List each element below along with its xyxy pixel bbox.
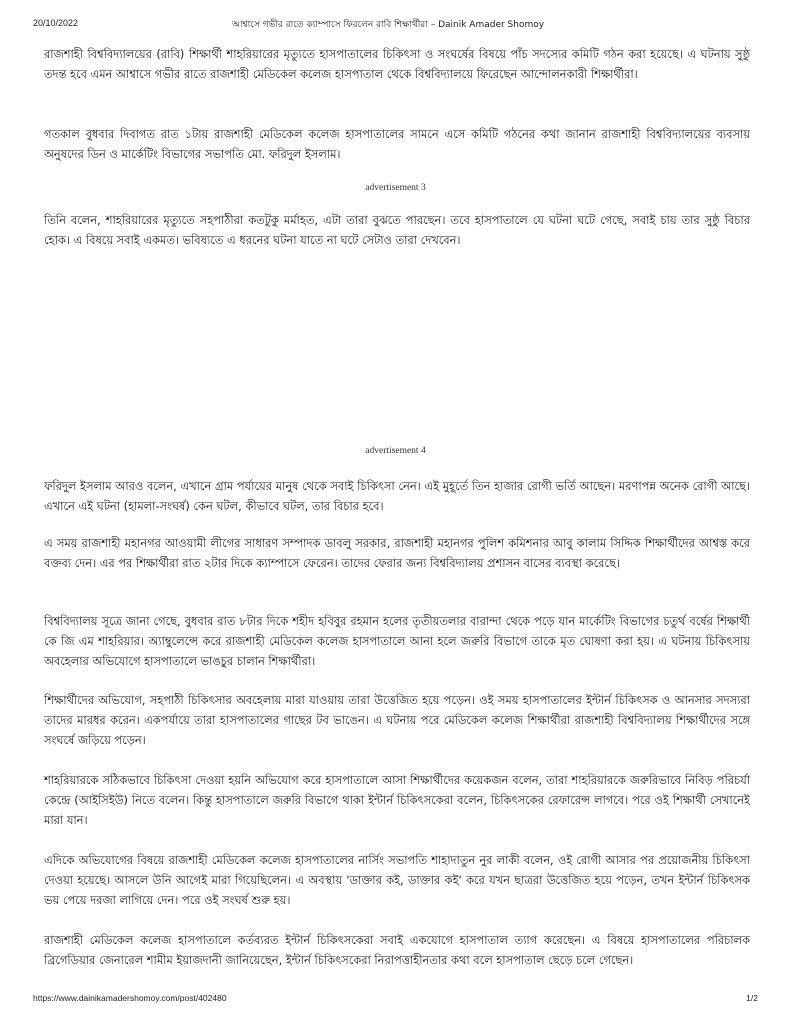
advertisement-label: advertisement 4 [365, 446, 426, 456]
article-paragraph: শাহরিয়ারকে সঠিকভাবে চিকিৎসা দেওয়া হয়নি অভিযোগ করে হাসপাতালে আসা শিক্ষার্থীদের কয়েকজন বলেন, তারা শাহরিয়ারকে জরুরিভাবে নিবিড় পরিচর্যা কেন্দ্রে (আইসিইউ) নিতে বলেন। কিন্তু হাসপাতালে জরুরি বিভাগে থাকা ইন্টার্ন চিকিৎসকেরা বলেন, চিকিৎসকের রেফারেন্স লাগবে। পরে ওই শিক্ষার্থী সেখানেই মারা যান। [44, 773, 750, 827]
article-paragraph: রাজশাহী মেডিকেল কলেজ হাসপাতালে কর্তব্যরত ইন্টার্ন চিকিৎসকেরা সবাই একযোগে হাসপাতাল ত্যাগ করেছেন। এ বিষয়ে হাসপাতালের পরিচালক ব্রিগেডিয়ার জেনারেল শামীম ইয়াজদানী জানিয়েছেন, ইন্টার্ন চিকিৎসকেরা নিরাপত্তাহীনতার কথা বলে হাসপাতাল ছেড়ে চলে গেছেন। [44, 933, 750, 967]
print-date: 20/10/2022 [33, 18, 79, 28]
article-paragraph: এদিকে অভিযোগের বিষয়ে রাজশাহী মেডিকেল কলেজ হাসপাতালের নার্সিং সভাপতি শাহাদাতুন নুর লাকী বলেন, ওই রোগী আসার পর প্রয়োজনীয় চিকিৎসা দেওয়া হয়েছে। আসলে উনি আগেই মারা গিয়েছিলেন। এ অবস্থায় 'ডাক্তার কই, ডাক্তার কই' করে যখন ছাত্ররা উত্তেজিত হয়ে পড়েন, তখন ইন্টার্ন চিকিৎসক ভয় পেয়ে দরজা লাগিয়ে দেন। পরে ওই সংঘর্ষ শুরু হয়। [44, 853, 750, 907]
article-paragraph: শিক্ষার্থীদের অভিযোগ, সহপাঠী চিকিৎসার অবহেলায় মারা যাওয়ায় তারা উত্তেজিত হয়ে পড়েন। ওই সময় হাসপাতালের ইন্টার্ন চিকিৎসক ও আনসার সদস্যরা তাদের মারধর করেন। একপর্যায়ে তারা হাসপাতালের গাছের টব ভাঙেন। এ ঘটনায় পরে মেডিকেল কলেজ শিক্ষার্থীরা রাজশাহী বিশ্ববিদ্যালয় শিক্ষার্থীদের সঙ্গে সংঘর্ষে জড়িয়ে পড়েন। [44, 693, 750, 747]
page-number: 1/2 [746, 993, 758, 1003]
article-paragraph: এ সময় রাজশাহী মহানগর আওয়ামী লীগের সাধারণ সম্পাদক ডাবলু সরকার, রাজশাহী মহানগর পুলিশ কমিশনার আবু কালাম সিদ্দিক শিক্ষার্থীদের আশ্বস্ত করে বক্তব্য দেন। এর পর শিক্ষার্থীরা রাত ২টার দিকে ক্যাম্পাসে ফেরেন। তাদের ফেরার জন্য বিশ্ববিদ্যালয় প্রশাসন বাসের ব্যবস্থা করেছে। [44, 536, 750, 570]
source-url[interactable]: https://www.dainikamadershomoy.com/post/402480 [33, 993, 227, 1003]
page-title: আশ্বাসে গভীর রাতে ক্যাম্পাসে ফিরলেন রাবি শিক্ষার্থীরা – Dainik Amader Shomoy [232, 20, 545, 30]
article-paragraph: ফরিদুল ইসলাম আরও বলেন, এখানে গ্রাম পর্যায়ের মানুষ থেকে সবাই চিকিৎসা নেন। এই মুহূর্তে তিন হাজার রোগী ভর্তি আছেন। মরণাপন্ন অনেক রোগী আছে। এখানে এই ঘটনা (হামলা-সংঘর্ষ) কেন ঘটল, কীভাবে ঘটল, তার বিচার হবে। [44, 479, 750, 513]
article-paragraph: তিনি বলেন, শাহরিয়ারের মৃত্যুতে সহপাঠীরা কতটুকু মর্মাহত, এটা তারা বুঝতে পারছেন। তবে হাসপাতালে যে ঘটনা ঘটে গেছে, সবাই চায় তার সুষ্ঠু বিচার হোক। এ বিষয়ে সবাই একমত। ভবিষ্যতে এ ধরনের ঘটনা যাতে না ঘটে সেটাও তারা দেখবেন। [44, 213, 750, 247]
article-paragraph: বিশ্ববিদ্যালয় সূত্রে জানা গেছে, বুধবার রাত ৮টার দিকে শহীদ হবিবুর রহমান হলের তৃতীয়তলার বারান্দা থেকে পড়ে যান মার্কেটিং বিভাগের চতুর্থ বর্ষের শিক্ষার্থী কে জি এম শাহরিয়ার। অ্যাম্বুলেন্সে করে রাজশাহী মেডিকেল কলেজ হাসপাতালে আনা হলে জরুরি বিভাগে তাকে মৃত ঘোষণা করা হয়। এ ঘটনায় চিকিৎসায় অবহেলার অভিযোগে হাসপাতালে ভাঙচুর চালান শিক্ষার্থীরা। [44, 614, 750, 668]
article-paragraph: গতকাল বুধবার দিবাগত রাত ১টায় রাজশাহী মেডিকেল কলেজ হাসপাতালের সামনে এসে কমিটি গঠনের কথা জানান রাজশাহী বিশ্ববিদ্যালয়ের ব্যবসায় অনুষদের ডিন ও মার্কেটিং বিভাগের সভাপতি মো. ফরিদুল ইসলাম। [44, 127, 750, 161]
advertisement-label: advertisement 3 [365, 183, 426, 193]
article-paragraph: রাজশাহী বিশ্ববিদ্যালয়ের (রাবি) শিক্ষার্থী শাহরিয়ারের মৃত্যুতে হাসপাতালের চিকিৎসা ও সংঘর্ষের বিষয়ে পাঁচ সদস্যের কমিটি গঠন করা হয়েছে। এ ঘটনায় সুষ্ঠু তদন্ত হবে এমন আশ্বাসে গভীর রাতে রাজশাহী মেডিকেল কলেজ হাসপাতাল থেকে বিশ্ববিদ্যালয়ে ফিরেছেন আন্দোলনকারী শিক্ষার্থীরা। [44, 47, 750, 81]
